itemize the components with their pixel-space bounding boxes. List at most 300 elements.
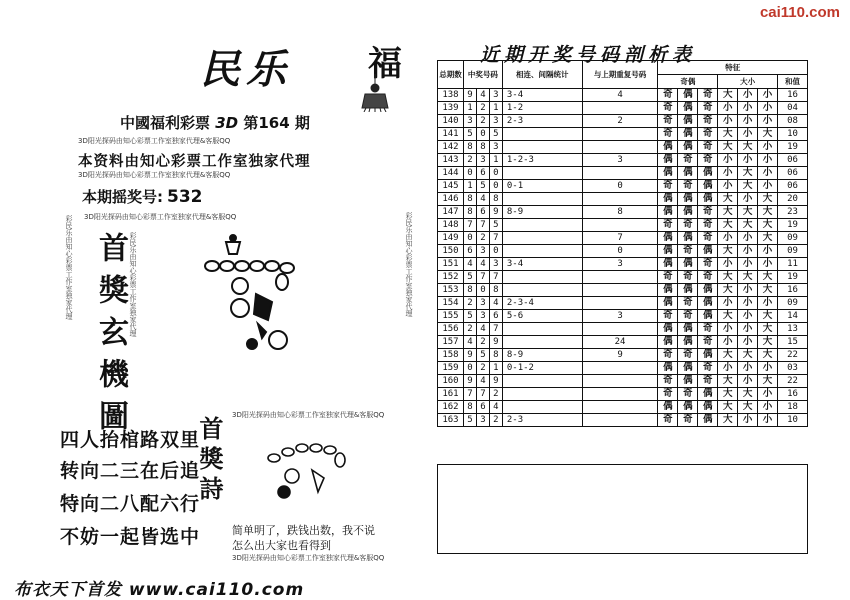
digit-cell: 2 xyxy=(489,414,502,427)
big-small-cell: 大 xyxy=(738,219,758,232)
digit-cell: 5 xyxy=(463,310,476,323)
consecutive-cell: 0-1 xyxy=(502,180,582,193)
repeat-cell: 9 xyxy=(582,349,658,362)
odd-even-cell: 奇 xyxy=(698,336,718,349)
digit-cell: 0 xyxy=(489,180,502,193)
puzzle-illustration-2-icon xyxy=(262,430,362,510)
big-small-cell: 大 xyxy=(758,375,778,388)
table-row xyxy=(438,102,808,115)
odd-even-cell: 偶 xyxy=(658,206,678,219)
sum-cell: 19 xyxy=(778,219,808,232)
consecutive-cell xyxy=(502,323,582,336)
big-small-cell: 大 xyxy=(738,349,758,362)
odd-even-cell: 奇 xyxy=(698,115,718,128)
big-small-cell: 小 xyxy=(738,414,758,427)
digit-cell: 1 xyxy=(489,362,502,375)
big-small-cell: 小 xyxy=(718,167,738,180)
table-row xyxy=(438,414,808,427)
odd-even-cell: 偶 xyxy=(678,89,698,102)
period-cell: 151 xyxy=(438,258,464,271)
table-row xyxy=(438,284,808,297)
header-repeat: 与上期重复号码 xyxy=(582,61,658,89)
odd-even-cell: 偶 xyxy=(678,284,698,297)
digit-cell: 1 xyxy=(463,102,476,115)
big-small-cell: 大 xyxy=(718,284,738,297)
big-small-cell: 小 xyxy=(738,102,758,115)
period-cell: 139 xyxy=(438,102,464,115)
odd-even-cell: 偶 xyxy=(698,349,718,362)
header-big-small: 大小 xyxy=(718,75,778,89)
side-note-mid: 彩民乐由知心彩票工作室独家代理 xyxy=(129,232,137,337)
digit-cell: 0 xyxy=(463,167,476,180)
repeat-cell xyxy=(582,102,658,115)
repeat-cell: 3 xyxy=(582,154,658,167)
issue-3d: 3D xyxy=(215,114,239,132)
consecutive-cell: 1-2 xyxy=(502,102,582,115)
odd-even-cell: 偶 xyxy=(678,141,698,154)
odd-even-cell: 奇 xyxy=(698,154,718,167)
repeat-cell xyxy=(582,193,658,206)
odd-even-cell: 奇 xyxy=(658,89,678,102)
odd-even-cell: 偶 xyxy=(658,297,678,310)
big-small-cell: 小 xyxy=(718,102,738,115)
digit-cell: 4 xyxy=(476,258,489,271)
digit-cell: 2 xyxy=(489,388,502,401)
draw-number: 532 xyxy=(167,187,203,207)
sum-cell: 14 xyxy=(778,310,808,323)
odd-even-cell: 偶 xyxy=(658,232,678,245)
period-cell: 138 xyxy=(438,89,464,102)
odd-even-cell: 奇 xyxy=(678,388,698,401)
big-small-cell: 小 xyxy=(738,115,758,128)
digit-cell: 6 xyxy=(476,206,489,219)
table-row xyxy=(438,245,808,258)
header-odd-even: 奇偶 xyxy=(658,75,718,89)
odd-even-cell: 奇 xyxy=(658,115,678,128)
big-small-cell: 小 xyxy=(738,232,758,245)
table-row xyxy=(438,401,808,414)
big-small-cell: 小 xyxy=(738,128,758,141)
consecutive-cell: 3-4 xyxy=(502,89,582,102)
big-small-cell: 大 xyxy=(738,167,758,180)
table-row xyxy=(438,206,808,219)
digit-cell: 4 xyxy=(476,89,489,102)
sum-cell: 19 xyxy=(778,271,808,284)
table-row xyxy=(438,141,808,154)
sum-cell: 19 xyxy=(778,141,808,154)
repeat-cell xyxy=(582,323,658,336)
digit-cell: 1 xyxy=(463,180,476,193)
vertical-title: 首獎玄機圖 xyxy=(93,232,128,442)
big-small-cell: 小 xyxy=(718,115,738,128)
big-small-cell: 大 xyxy=(758,271,778,284)
digit-cell: 2 xyxy=(476,232,489,245)
odd-even-cell: 奇 xyxy=(678,271,698,284)
period-cell: 147 xyxy=(438,206,464,219)
digit-cell: 3 xyxy=(489,115,502,128)
side-note-right: 彩民乐由知心彩票工作室独家代理 xyxy=(405,212,413,317)
big-small-cell: 小 xyxy=(738,89,758,102)
big-small-cell: 大 xyxy=(718,401,738,414)
period-cell: 149 xyxy=(438,232,464,245)
big-small-cell: 小 xyxy=(718,258,738,271)
period-cell: 161 xyxy=(438,388,464,401)
big-small-cell: 小 xyxy=(718,362,738,375)
table-row xyxy=(438,180,808,193)
big-small-cell: 小 xyxy=(758,102,778,115)
repeat-cell xyxy=(582,284,658,297)
odd-even-cell: 偶 xyxy=(698,180,718,193)
big-small-cell: 小 xyxy=(758,414,778,427)
digit-cell: 4 xyxy=(476,323,489,336)
odd-even-cell: 偶 xyxy=(658,141,678,154)
big-small-cell: 小 xyxy=(738,193,758,206)
table-row xyxy=(438,323,808,336)
consecutive-cell: 2-3 xyxy=(502,115,582,128)
odd-even-cell: 偶 xyxy=(658,154,678,167)
digit-cell: 5 xyxy=(463,128,476,141)
odd-even-cell: 奇 xyxy=(698,89,718,102)
odd-even-cell: 偶 xyxy=(698,193,718,206)
table-row xyxy=(438,375,808,388)
consecutive-cell xyxy=(502,167,582,180)
repeat-cell xyxy=(582,271,658,284)
big-small-cell: 小 xyxy=(718,232,738,245)
digit-cell: 3 xyxy=(476,154,489,167)
sum-cell: 16 xyxy=(778,89,808,102)
sum-cell: 03 xyxy=(778,362,808,375)
digit-cell: 4 xyxy=(463,258,476,271)
repeat-cell xyxy=(582,401,658,414)
odd-even-cell: 偶 xyxy=(678,323,698,336)
odd-even-cell: 奇 xyxy=(698,141,718,154)
consecutive-cell: 8-9 xyxy=(502,206,582,219)
odd-even-cell: 奇 xyxy=(698,102,718,115)
footer-credit: 布衣天下首发 www.cai110.com xyxy=(14,580,305,600)
digit-cell: 3 xyxy=(463,115,476,128)
digit-cell: 2 xyxy=(476,362,489,375)
digit-cell: 3 xyxy=(476,297,489,310)
big-small-cell: 小 xyxy=(758,89,778,102)
odd-even-cell: 偶 xyxy=(698,401,718,414)
sum-cell: 13 xyxy=(778,323,808,336)
consecutive-cell xyxy=(502,219,582,232)
odd-even-cell: 偶 xyxy=(698,245,718,258)
issue-number: 第164 期 xyxy=(243,114,310,132)
repeat-cell: 4 xyxy=(582,89,658,102)
big-small-cell: 大 xyxy=(738,141,758,154)
odd-even-cell: 偶 xyxy=(678,401,698,414)
big-small-cell: 小 xyxy=(738,323,758,336)
digit-cell: 7 xyxy=(489,232,502,245)
qq-note-2: 3D阳光探码由知心彩票工作室独家代理&客服QQ xyxy=(78,171,231,179)
repeat-cell xyxy=(582,414,658,427)
agent-line: 本资料由知心彩票工作室独家代理 xyxy=(78,153,311,170)
odd-even-cell: 奇 xyxy=(698,258,718,271)
header-sum: 和值 xyxy=(778,75,808,89)
consecutive-cell xyxy=(502,245,582,258)
draw-analysis-table xyxy=(437,60,808,427)
digit-cell: 5 xyxy=(476,180,489,193)
odd-even-cell: 偶 xyxy=(658,362,678,375)
big-small-cell: 大 xyxy=(758,310,778,323)
digit-cell: 8 xyxy=(463,401,476,414)
odd-even-cell: 偶 xyxy=(658,323,678,336)
big-small-cell: 大 xyxy=(718,128,738,141)
period-cell: 158 xyxy=(438,349,464,362)
site-watermark: cai110.com xyxy=(759,4,840,21)
repeat-cell xyxy=(582,167,658,180)
digit-cell: 3 xyxy=(489,141,502,154)
period-cell: 153 xyxy=(438,284,464,297)
sum-cell: 10 xyxy=(778,128,808,141)
digit-cell: 8 xyxy=(489,284,502,297)
big-small-cell: 小 xyxy=(758,258,778,271)
digit-cell: 4 xyxy=(463,336,476,349)
big-small-cell: 大 xyxy=(718,219,738,232)
digit-cell: 8 xyxy=(489,349,502,362)
big-small-cell: 小 xyxy=(758,388,778,401)
digit-cell: 5 xyxy=(476,349,489,362)
odd-even-cell: 偶 xyxy=(678,193,698,206)
digit-cell: 8 xyxy=(463,284,476,297)
digit-cell: 9 xyxy=(489,206,502,219)
big-small-cell: 大 xyxy=(718,349,738,362)
sum-cell: 20 xyxy=(778,193,808,206)
big-small-cell: 大 xyxy=(718,414,738,427)
repeat-cell: 3 xyxy=(582,258,658,271)
odd-even-cell: 奇 xyxy=(678,349,698,362)
big-small-cell: 大 xyxy=(738,180,758,193)
big-small-cell: 小 xyxy=(758,401,778,414)
big-small-cell: 小 xyxy=(718,336,738,349)
big-small-cell: 大 xyxy=(758,232,778,245)
odd-even-cell: 偶 xyxy=(698,284,718,297)
odd-even-cell: 偶 xyxy=(698,310,718,323)
repeat-cell: 0 xyxy=(582,180,658,193)
big-small-cell: 小 xyxy=(758,362,778,375)
big-small-cell: 大 xyxy=(718,310,738,323)
table-row xyxy=(438,128,808,141)
big-small-cell: 小 xyxy=(758,245,778,258)
issue-heading xyxy=(120,112,310,133)
big-small-cell: 小 xyxy=(758,297,778,310)
odd-even-cell: 奇 xyxy=(658,128,678,141)
big-small-cell: 小 xyxy=(758,180,778,193)
digit-cell: 0 xyxy=(476,284,489,297)
sum-cell: 09 xyxy=(778,297,808,310)
qq-note-4: 3D阳光探码由知心彩票工作室独家代理&客服QQ xyxy=(232,411,385,419)
odd-even-cell: 偶 xyxy=(698,414,718,427)
repeat-cell xyxy=(582,141,658,154)
odd-even-cell: 奇 xyxy=(678,245,698,258)
repeat-cell: 24 xyxy=(582,336,658,349)
table-body xyxy=(438,89,808,427)
digit-cell: 2 xyxy=(463,154,476,167)
sum-cell: 04 xyxy=(778,102,808,115)
consecutive-cell xyxy=(502,232,582,245)
digit-cell: 7 xyxy=(476,219,489,232)
consecutive-cell xyxy=(502,401,582,414)
consecutive-cell xyxy=(502,128,582,141)
digit-cell: 3 xyxy=(476,414,489,427)
odd-even-cell: 奇 xyxy=(678,297,698,310)
repeat-cell xyxy=(582,297,658,310)
table-row xyxy=(438,193,808,206)
big-small-cell: 大 xyxy=(758,323,778,336)
qq-note-5: 3D阳光探码由知心彩票工作室独家代理&客服QQ xyxy=(232,554,385,562)
big-small-cell: 大 xyxy=(758,219,778,232)
big-small-cell: 小 xyxy=(738,245,758,258)
repeat-cell: 2 xyxy=(582,115,658,128)
odd-even-cell: 偶 xyxy=(678,128,698,141)
big-small-cell: 小 xyxy=(738,284,758,297)
sum-cell: 22 xyxy=(778,349,808,362)
message-line-2: 怎么出大家也看得到 xyxy=(232,539,331,552)
repeat-cell xyxy=(582,362,658,375)
hint-line-2: 转向二三在后追 xyxy=(60,460,201,482)
digit-cell: 4 xyxy=(476,193,489,206)
digit-cell: 9 xyxy=(463,375,476,388)
table-title: 近期开奖号码剖析表 xyxy=(480,44,697,66)
header-period: 总期数 xyxy=(438,61,464,89)
consecutive-cell: 8-9 xyxy=(502,349,582,362)
odd-even-cell: 偶 xyxy=(678,167,698,180)
hint-line-1: 四人抬棺路双里 xyxy=(60,429,201,451)
digit-cell: 0 xyxy=(476,128,489,141)
puzzle-illustration-icon xyxy=(196,228,306,358)
digit-cell: 9 xyxy=(489,375,502,388)
big-small-cell: 小 xyxy=(758,154,778,167)
odd-even-cell: 奇 xyxy=(658,375,678,388)
big-small-cell: 大 xyxy=(718,193,738,206)
hint-line-4: 不妨一起皆选中 xyxy=(60,526,201,548)
digit-cell: 8 xyxy=(476,141,489,154)
consecutive-cell xyxy=(502,193,582,206)
odd-even-cell: 偶 xyxy=(658,336,678,349)
digit-cell: 7 xyxy=(489,323,502,336)
big-small-cell: 大 xyxy=(758,206,778,219)
big-small-cell: 大 xyxy=(738,388,758,401)
side-note-left: 彩民乐由知心彩票工作室独家代理 xyxy=(65,215,73,320)
sum-cell: 22 xyxy=(778,375,808,388)
sum-cell: 16 xyxy=(778,388,808,401)
digit-cell: 3 xyxy=(489,89,502,102)
digit-cell: 8 xyxy=(463,193,476,206)
odd-even-cell: 偶 xyxy=(678,258,698,271)
consecutive-cell xyxy=(502,388,582,401)
odd-even-cell: 奇 xyxy=(678,154,698,167)
sum-cell: 16 xyxy=(778,284,808,297)
big-small-cell: 大 xyxy=(718,271,738,284)
odd-even-cell: 偶 xyxy=(658,193,678,206)
odd-even-cell: 奇 xyxy=(678,414,698,427)
tassel-icon xyxy=(350,72,400,112)
digit-cell: 7 xyxy=(463,219,476,232)
big-small-cell: 小 xyxy=(738,258,758,271)
big-small-cell: 大 xyxy=(758,336,778,349)
period-cell: 148 xyxy=(438,219,464,232)
table-row xyxy=(438,154,808,167)
sum-cell: 18 xyxy=(778,401,808,414)
big-small-cell: 大 xyxy=(758,284,778,297)
odd-even-cell: 偶 xyxy=(678,115,698,128)
big-small-cell: 小 xyxy=(758,115,778,128)
big-small-cell: 大 xyxy=(718,206,738,219)
odd-even-cell: 奇 xyxy=(698,271,718,284)
qq-note-top: 3D阳光探码由知心彩票工作室独家代理&客服QQ xyxy=(78,137,231,145)
digit-cell: 5 xyxy=(489,219,502,232)
odd-even-cell: 奇 xyxy=(698,362,718,375)
period-cell: 143 xyxy=(438,154,464,167)
header-feature: 特征 xyxy=(658,61,808,75)
digit-cell: 6 xyxy=(476,167,489,180)
digit-cell: 0 xyxy=(463,362,476,375)
sum-cell: 23 xyxy=(778,206,808,219)
digit-cell: 0 xyxy=(463,232,476,245)
table-row xyxy=(438,232,808,245)
big-small-cell: 大 xyxy=(718,388,738,401)
big-small-cell: 小 xyxy=(738,362,758,375)
repeat-cell xyxy=(582,375,658,388)
big-small-cell: 小 xyxy=(718,297,738,310)
odd-even-cell: 奇 xyxy=(678,219,698,232)
repeat-cell: 8 xyxy=(582,206,658,219)
odd-even-cell: 偶 xyxy=(678,362,698,375)
big-small-cell: 小 xyxy=(758,141,778,154)
odd-even-cell: 奇 xyxy=(658,349,678,362)
logo-fu-character: 福 xyxy=(368,44,402,84)
table-row xyxy=(438,167,808,180)
sum-cell: 06 xyxy=(778,180,808,193)
table-row xyxy=(438,297,808,310)
poem-title: 首獎詩 xyxy=(195,416,224,506)
period-cell: 155 xyxy=(438,310,464,323)
repeat-cell xyxy=(582,388,658,401)
digit-cell: 3 xyxy=(489,258,502,271)
digit-cell: 2 xyxy=(476,115,489,128)
consecutive-cell xyxy=(502,284,582,297)
digit-cell: 7 xyxy=(476,388,489,401)
consecutive-cell xyxy=(502,336,582,349)
period-cell: 150 xyxy=(438,245,464,258)
consecutive-cell: 2-3-4 xyxy=(502,297,582,310)
odd-even-cell: 奇 xyxy=(658,310,678,323)
digit-cell: 9 xyxy=(463,89,476,102)
digit-cell: 6 xyxy=(463,245,476,258)
odd-even-cell: 偶 xyxy=(698,167,718,180)
consecutive-cell xyxy=(502,141,582,154)
draw-number-line xyxy=(82,186,203,207)
period-cell: 154 xyxy=(438,297,464,310)
odd-even-cell: 偶 xyxy=(658,284,678,297)
table-row xyxy=(438,271,808,284)
hint-line-3: 特向二八配六行 xyxy=(60,493,201,515)
period-cell: 142 xyxy=(438,141,464,154)
big-small-cell: 大 xyxy=(718,141,738,154)
big-small-cell: 大 xyxy=(738,206,758,219)
consecutive-cell: 0-1-2 xyxy=(502,362,582,375)
big-small-cell: 小 xyxy=(738,310,758,323)
period-cell: 145 xyxy=(438,180,464,193)
digit-cell: 1 xyxy=(489,154,502,167)
digit-cell: 8 xyxy=(489,193,502,206)
odd-even-cell: 偶 xyxy=(678,375,698,388)
digit-cell: 6 xyxy=(476,401,489,414)
table-row xyxy=(438,115,808,128)
period-cell: 160 xyxy=(438,375,464,388)
big-small-cell: 小 xyxy=(718,180,738,193)
